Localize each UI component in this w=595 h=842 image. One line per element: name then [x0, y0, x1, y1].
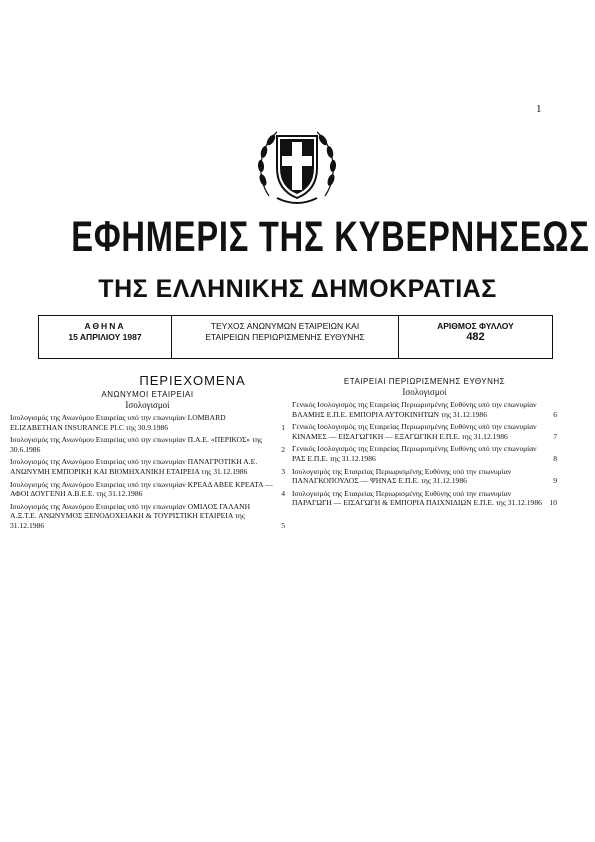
- contents-entry[interactable]: [10, 413, 285, 432]
- right-column-subheading: Ισολογισμοί: [402, 387, 447, 397]
- entry-page: 1: [281, 422, 285, 432]
- entry-text: Γενικός Ισολογισμός της Εταιρείας Περιωρισμένης Ευθύνης υπό την επωνυμίαν ΚΙΝΑΜΕΣ — ΕΙΣΑΓΩΓΙΚΗ — ΕΞΑΓΩΓΙΚΗ Ε.Π.Ε. της 31.12.1986: [292, 422, 537, 441]
- left-column-heading: ΑΝΩΝΥΜΟΙ ΕΤΑΙΡΕΙΑΙ: [101, 390, 194, 399]
- sheet-label: ΑΡΙΘΜΟΣ ΦΥΛΛΟΥ: [437, 321, 514, 331]
- contents-entry[interactable]: [292, 489, 557, 508]
- issue-type-line1: ΤΕΥΧΟΣ ΑΝΩΝΥΜΩΝ ΕΤΑΙΡΕΙΩΝ ΚΑΙ: [210, 321, 360, 331]
- issue-type-line2: ΕΤΑΙΡΕΙΩΝ ΠΕΡΙΩΡΙΣΜΕΝΗΣ ΕΥΘΥΝΗΣ: [205, 332, 365, 342]
- sheet-number-cell: [399, 316, 552, 358]
- entry-text: Ισολογισμός της Ανωνύμου Εταιρείας υπό την επωνυμίαν LOMBARD ELIZABETHAN INSURANCE PLC της 30.9.1986: [10, 413, 226, 432]
- right-column-heading: ΕΤΑΙΡΕΙΑΙ ΠΕΡΙΩΡΙΣΜΕΝΗΣ ΕΥΘΥΝΗΣ: [343, 377, 506, 386]
- place-date-cell: [39, 316, 172, 358]
- contents-entry[interactable]: [292, 444, 557, 463]
- entry-text: Ισολογισμός της Ανωνύμου Εταιρείας υπό την επωνυμίαν ΟΜΙΛΟΣ ΓΑΛΑΝΗ Α.Ξ.Τ.Ε. ΑΝΩΝΥΜΟΣ ΞΕΝΟΔΟΧΕΙΑΚΗ & ΤΟΥΡΙΣΤΙΚΗ ΕΤΑΙΡΕΙΑ της 31.12.1986: [10, 501, 251, 530]
- entry-text: Ισολογισμός της Ανωνύμου Εταιρείας υπό την επωνυμίαν ΠΑΝΑΓΡΟΤΙΚΗ Α.Ε. ΑΝΩΝΥΜΗ ΕΜΠΟΡΙΚΗ ΚΑΙ ΒΙΟΜΗΧΑΝΙΚΗ ΕΤΑΙΡΕΙΑ της 31.12.1986: [10, 457, 258, 476]
- contents-heading: ΠΕΡΙΕΧΟΜΕΝΑ: [139, 373, 246, 388]
- entry-page: 4: [281, 489, 285, 499]
- coat-of-arms-icon: [249, 118, 345, 214]
- sheet-number: 482: [466, 331, 485, 343]
- contents-entry[interactable]: [292, 400, 557, 419]
- city: ΑΘΗΝΑ: [84, 321, 126, 331]
- left-column: [10, 390, 285, 534]
- gazette-subtitle: ΤΗΣ ΕΛΛΗΝΙΚΗΣ ΔΗΜΟΚΡΑΤΙΑΣ: [98, 275, 497, 303]
- entry-page: 5: [281, 520, 285, 530]
- left-column-subheading: Ισολογισμοί: [125, 400, 170, 410]
- issue-type-cell: [172, 316, 399, 358]
- entry-text: Ισολογισμός της Ανωνύμου Εταιρείας υπό την επωνυμίαν ΚΡΕΑΔ ΑΒΕΕ ΚΡΕΑΤΑ — ΑΦΟΙ ΔΟΥΓΕΝΗ Α.Β.Ε.Ε. της 31.12.1986: [10, 479, 273, 499]
- issue-info-box: [38, 315, 553, 359]
- page-number: 1: [536, 103, 542, 115]
- entry-page: 8: [553, 453, 557, 463]
- entry-text: Ισολογισμός της Εταιρείας Περιωρισμένης Ευθύνης υπό την επωνυμίαν ΠΑΡΑΓΩΓΗ — ΕΙΣΑΓΩΓΗ & ΕΜΠΟΡΙΑ ΠΑΙΧΝΙΔΙΩΝ Ε.Π.Ε. της 31.12.1986: [292, 488, 542, 508]
- issue-date: 15 ΑΠΡΙΛΙΟΥ 1987: [68, 332, 142, 342]
- contents-entry[interactable]: [10, 435, 285, 454]
- entry-text: Ισολογισμός της Εταιρείας Περιωρισμένης Ευθύνης υπό την επωνυμίαν ΠΑΝΑΓΚΟΠΟΥΛΟΣ — ΨΗΝΑΣ Ε.Π.Ε. της 31.12.1986: [292, 466, 512, 486]
- entry-page: 6: [553, 409, 557, 419]
- contents-entry[interactable]: [10, 480, 285, 499]
- entry-page: 7: [553, 431, 557, 441]
- entry-page: 2: [281, 444, 285, 454]
- contents-entry[interactable]: [292, 467, 557, 486]
- entry-page: 9: [553, 476, 557, 486]
- entry-text: Ισολογισμός της Ανωνύμου Εταιρείας υπό την επωνυμίαν Π.Α.Ε. «ΠΕΡΙΚΟΣ» της 30.6.1986: [10, 435, 263, 454]
- entry-text: Γενικός Ισολογισμός της Εταιρείας Περιωρισμένης Ευθύνης υπό την επωνυμίαν ΡΑΣ Ε.Π.Ε. της 31.12.1986: [292, 444, 537, 463]
- entry-text: Γενικός Ισολογισμός της Εταιρείας Περιωρισμένης Ευθύνης υπό την επωνυμίαν ΒΛΑΜΗΣ Ε.Π.Ε. ΕΜΠΟΡΙΑ ΑΥΤΟΚΙΝΗΤΩΝ της 31.12.1986: [292, 400, 537, 419]
- contents-entry[interactable]: [10, 502, 285, 531]
- right-column: [292, 377, 557, 511]
- entry-page: 3: [281, 466, 285, 476]
- contents-entry[interactable]: [10, 457, 285, 476]
- contents-entry[interactable]: [292, 422, 557, 441]
- gazette-title: ΕΦΗΜΕΡΙΣ ΤΗΣ ΚΥΒΕΡΝΗΣΕΩΣ: [71, 213, 590, 261]
- entry-page: 10: [549, 498, 557, 508]
